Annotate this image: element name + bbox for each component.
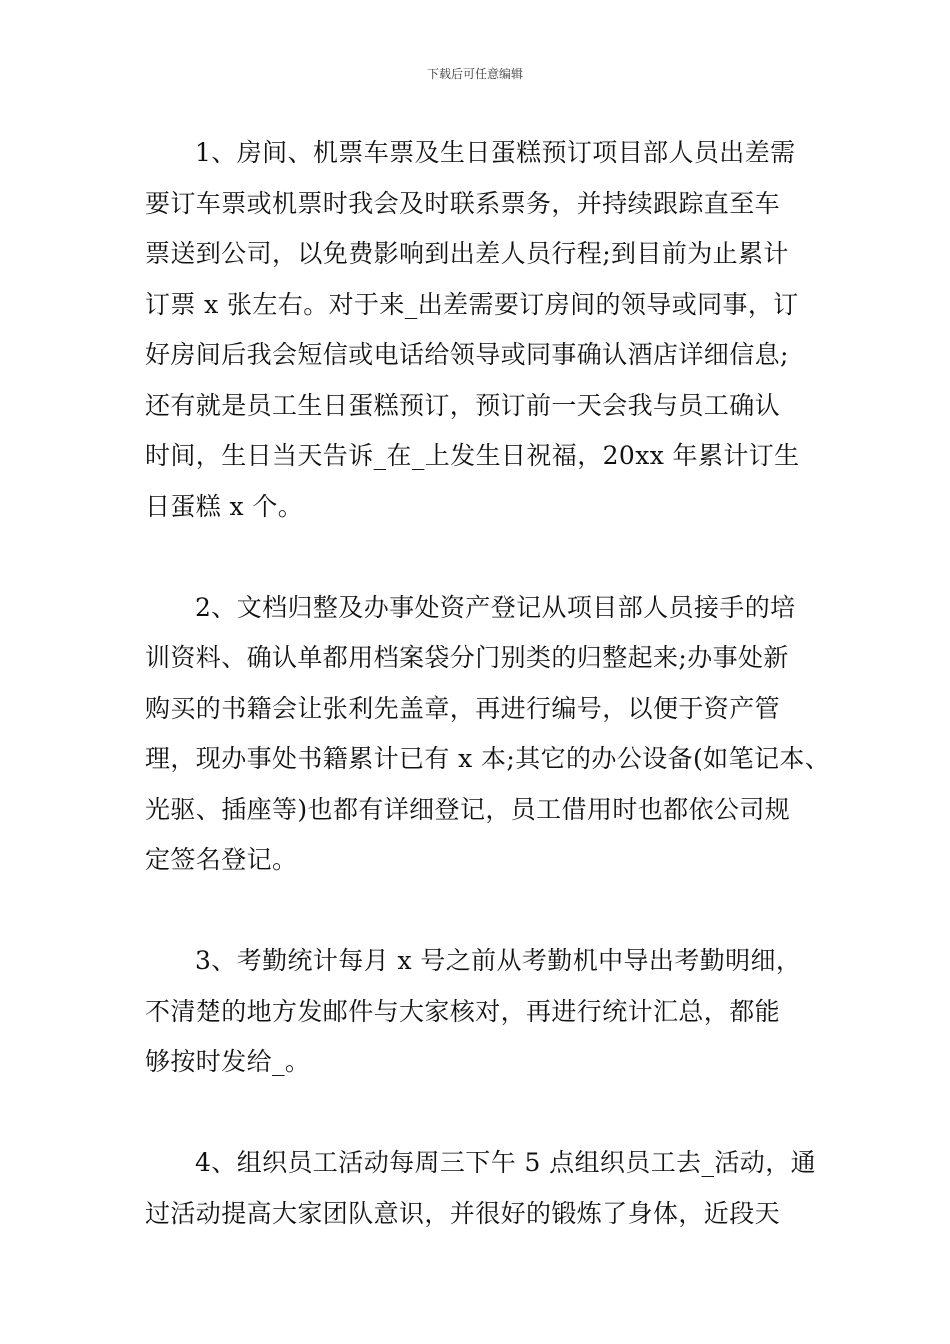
paragraph-3 [145,936,810,1088]
text-line: 4、组织员工活动每周三下午 5 点组织员工去_活动，通 [195,1148,817,1177]
text-line: 训资料、确认单都用档案袋分门别类的归整起来;办事处新 [145,643,789,672]
page-header: 下载后可任意编辑 [426,67,523,81]
text-line: 不清楚的地方发邮件与大家核对，再进行统计汇总，都能 [145,996,781,1026]
text-line: 够按时发给_。 [145,1047,311,1076]
text-line: 好房间后我会短信或电话给领导或同事确认酒店详细信息; [145,340,789,369]
text-line: 购买的书籍会让张利先盖章，再进行编号，以便于资产管 [145,693,781,723]
text-line: 光驱、插座等)也都有详细登记，员工借用时也都依公司规 [145,794,791,824]
paragraph-1 [145,128,810,532]
text-line: 定签名登记。 [145,845,298,874]
text-line: 理，现办事处书籍累计已有 x 本;其它的办公设备(如笔记本、 [145,744,831,773]
text-line: 日蛋糕 x 个。 [145,491,304,521]
text-line: 还有就是员工生日蛋糕预订，预订前一天会我与员工确认 [145,390,781,420]
text-line: 票送到公司，以免费影响到出差人员行程;到目前为止累计 [145,239,789,268]
paragraph-spacer [145,886,810,937]
paragraph-4 [145,1138,817,1239]
text-line: 订票 x 张左右。对于来_出差需要订房间的领导或同事，订 [145,289,799,319]
document-body [145,128,831,1239]
text-line: 1、房间、机票车票及生日蛋糕预订项目部人员出差需 [195,138,796,167]
text-line: 要订车票或机票时我会及时联系票务，并持续跟踪直至车 [145,188,781,218]
paragraph-2 [145,583,831,886]
text-line: 2、文档归整及办事处资产登记从项目部人员接手的培 [195,592,796,622]
text-line: 时间，生日当天告诉_在_上发生日祝福，20xx 年累计订生 [145,441,800,470]
text-line: 过活动提高大家团队意识，并很好的锻炼了身体，近段天 [145,1198,781,1228]
paragraph-spacer [145,1088,810,1139]
paragraph-spacer [145,532,810,583]
text-line: 3、考勤统计每月 x 号之前从考勤机中导出考勤明细， [195,946,802,975]
